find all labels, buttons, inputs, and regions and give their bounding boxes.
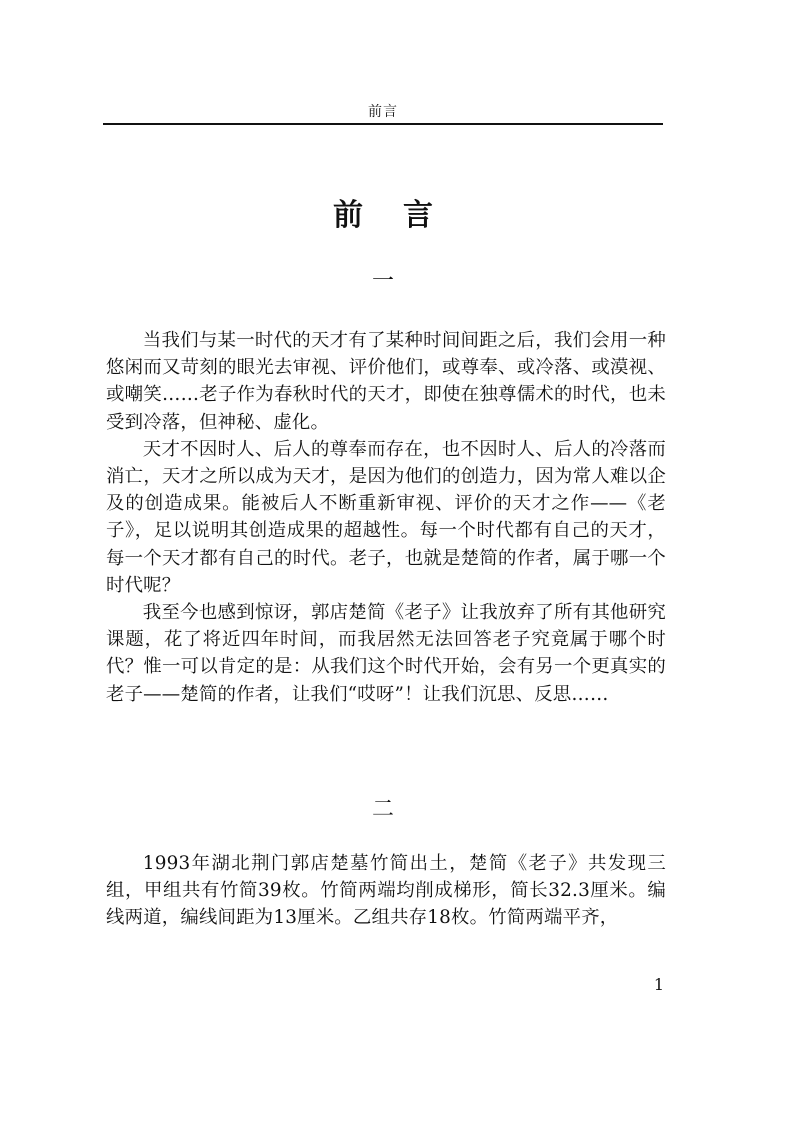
page-title: 前言 [333, 198, 473, 233]
running-header: 前言 [368, 104, 398, 120]
section-number-1: 一 [371, 269, 394, 294]
section-1-body [106, 327, 666, 708]
page-number: 1 [653, 975, 664, 994]
header-rule [103, 123, 663, 125]
section-2-body [106, 850, 666, 932]
paragraph: 我至今也感到惊讶，郭店楚简《老子》让我放弃了所有其他研究课题，花了将近四年时间，而我居然无法回答老子究竟属于哪个时代？惟一可以肯定的是：从我们这个时代开始，会有另一个更真实的老子——楚简的作者，让我们“哎呀”！让我们沉思、反思…… [106, 602, 666, 705]
section-number-2: 二 [371, 797, 394, 822]
paragraph: 天才不因时人、后人的尊奉而存在，也不因时人、后人的冷落而消亡，天才之所以成为天才，是因为他们的创造力，因为常人难以企及的创造成果。能被后人不断重新审视、评价的天才之作——《老子》，足以说明其创造成果的超越性。每一个时代都有自己的天才，每一个天才都有自己的时代。老子，也就是楚简的作者，属于哪一个时代呢？ [106, 438, 666, 596]
paragraph: 当我们与某一时代的天才有了某种时间间距之后，我们会用一种悠闲而又苛刻的眼光去审视、评价他们，或尊奉、或冷落、或漠视、或嘲笑……老子作为春秋时代的天才，即使在独尊儒术的时代，也未受到冷落，但神秘、虚化。 [106, 330, 666, 433]
paragraph: 1993年湖北荆门郭店楚墓竹简出土，楚简《老子》共发现三组，甲组共有竹简39枚。竹简两端均削成梯形，简长32.3厘米。编线两道，编线间距为13厘米。乙组共存18枚。竹简两端平齐， [106, 853, 666, 929]
